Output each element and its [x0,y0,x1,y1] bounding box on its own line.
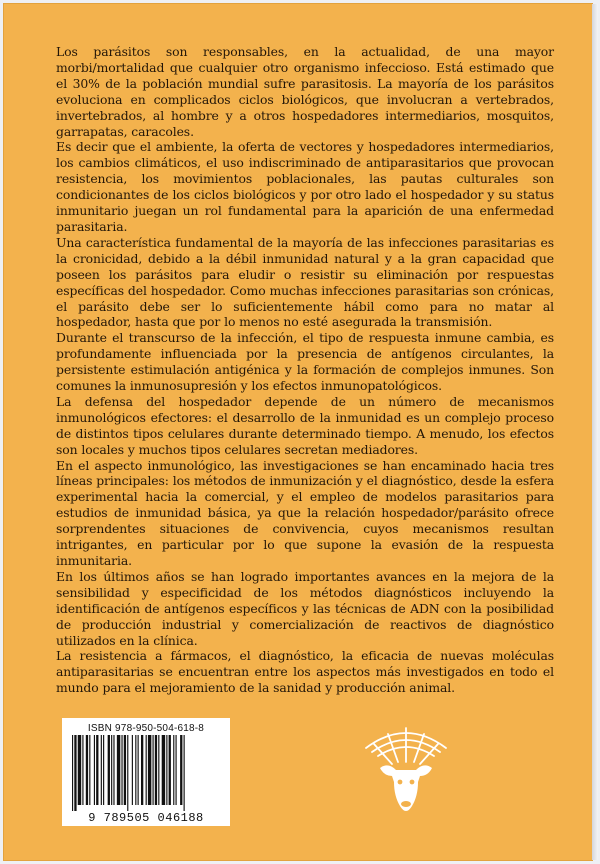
barcode-bar [78,735,81,805]
barcode-bar [72,735,73,811]
isbn-label: ISBN 978-950-504-618-8 [87,723,205,734]
publisher-logo-icon [358,722,454,820]
barcode-bar [141,735,143,805]
barcode-bar [176,735,177,805]
barcode-bar [82,735,83,805]
barcode-bar [166,735,167,805]
barcode-bar [146,735,147,805]
barcode-digits: 9 789505 046188 [88,811,204,825]
barcode-bar [169,735,171,805]
barcode-bar [138,735,139,805]
paragraph-7: En los últimos años se han logrado importantes avances en la mejora de la sensibilidad y especificidad de los métodos diagnósticos incluyendo la identificación de antígenos específicos y las técnicas de ADN con la posibilidad de producción industrial y comercialización de reactivos de diagnóstico utilizados en la clínica. [56,568,554,648]
barcode-bar [148,735,151,805]
barcode-bar [162,735,165,805]
barcode-bar [132,735,133,805]
paragraph-4: Durante el transcurso de la infección, el tipo de respuesta inmune cambia, es profundamente influenciada por la presencia de antígenos circulantes, la persistente estimulación antigénica y la formación de complejos inmunes. Son comunes la inmunosupresión y los efectos inmunopatológicos. [56,330,554,394]
barcode-bar [74,735,76,811]
paragraph-6: En el aspecto inmunológico, las investigaciones se han encaminado hacia tres líneas principales: los métodos de inmunización y el diagnóstico, desde la esfera experimental hacia la comercial, y el empleo de modelos parasitarios para estudios de inmunidad básica, ya que la relación hospedador/parásito ofrece sorprendentes situaciones de convivencia, cuyos mecanismos resultan intrigantes, en particular por lo que supone la evasión de la respuesta inmunitaria. [56,457,554,568]
barcode-bar [103,735,104,805]
barcode-bar [86,735,88,805]
paragraph-1: Los parásitos son responsables, en la actualidad, de una mayor morbi/mortalidad que cualquier otro organismo infeccioso. Está estimado que el 30% de la población mundial sufre parasitosis. La mayoría de los parásitos evoluciona en complicados ciclos biológicos, que involucran a vertebrados, invertebrados, al hombre y a otros hospedadores intermediarios, mosquitos, garrapatas, caracoles. [56,44,554,139]
barcode-bar [127,735,128,811]
barcode-bar [96,735,98,805]
barcode-bars [68,735,224,811]
barcode-bar [184,735,185,811]
barcode-bar [117,735,120,805]
barcode-bar [94,735,95,805]
barcode-bar [101,735,102,805]
barcode-bar [155,735,157,805]
barcode-bar [113,735,114,805]
barcode-bar [153,735,154,805]
barcode-bar [124,735,126,805]
barcode-bar [158,735,159,805]
paragraph-2: Es decir que el ambiente, la oferta de vectores y hospedadores intermediarios, los cambios climáticos, el uso indiscriminado de antiparasitarios que provocan resistencia, los movimientos poblacionales, las pautas culturales son condicionantes de los ciclos biológicos y por otro lado el hospedador y su status inmunitario juegan un rol fundamental para la aparición de una enfermedad parasitaria. [56,139,554,234]
barcode-bar [173,735,174,805]
barcode-bar [108,735,110,805]
barcode-bar [121,735,122,805]
paragraph-8: La resistencia a fármacos, el diagnóstico, la eficacia de nuevas moléculas antiparasitarias se encuentran entre los aspectos más investigados en todo el mundo para el mejoramiento de la sanidad y producción animal. [56,648,554,696]
paragraph-3: Una característica fundamental de la mayoría de las infecciones parasitarias es la cronicidad, debido a la débil inmunidad natural y a la gran capacidad que poseen los parásitos para eludir o resistir su eliminación por respuestas específicas del hospedador. Como muchas infecciones parasitarias son crónicas, el parásito debe ser lo suficientemente hábil como para no matar al hospedador, hasta que por lo menos no esté asegurada la transmisión. [56,234,554,330]
paragraph-5: La defensa del hospedador depende de un número de mecanismos inmunológicos efectores: el desarrollo de la inmunidad es un complejo proceso de distintos tipos celulares durante determinado tiempo. A menudo, los efectos son locales y muchos tipos celulares secretan mediadores. [56,393,554,457]
barcode-bar [135,735,136,805]
barcode-bar [111,735,112,805]
isbn-barcode [62,718,230,826]
barcode-bar [180,735,182,805]
barcode-bar [89,735,90,805]
back-cover-text [56,44,554,696]
